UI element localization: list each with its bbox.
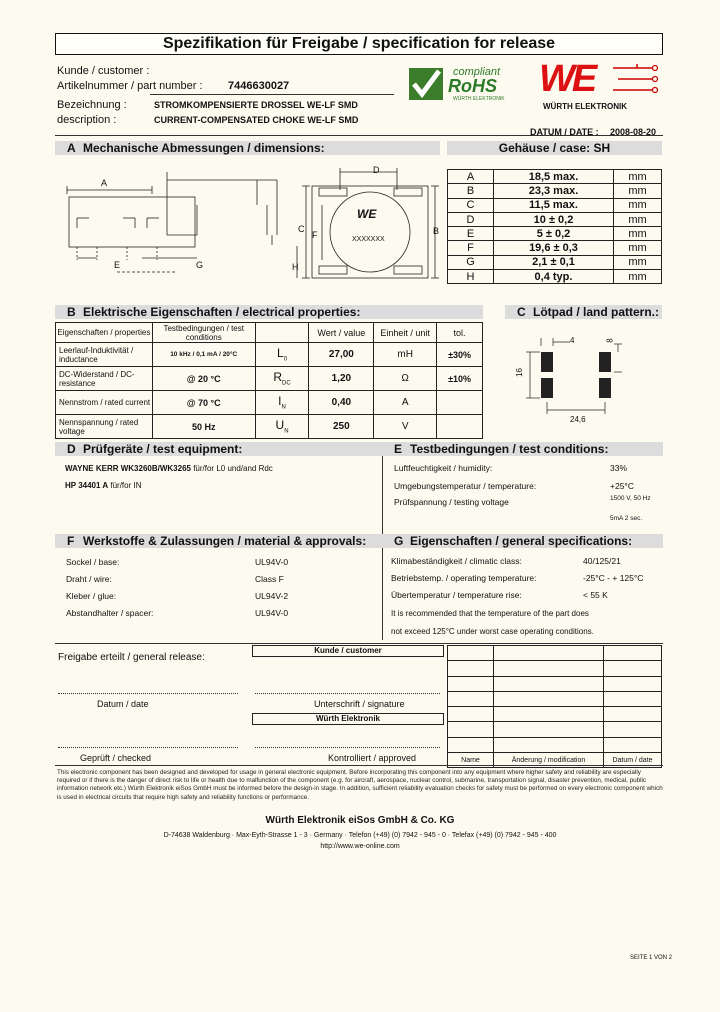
ep-symbol-main: L <box>277 346 284 361</box>
dimension-value: 10 ± 0,2 <box>494 212 614 226</box>
test-condition-label: Luftfeuchtigkeit / humidity: <box>394 463 493 473</box>
ep-value: 1,20 <box>309 367 374 391</box>
part-number-value: 7446630027 <box>228 80 290 92</box>
land-dim-8: 8 <box>605 338 615 343</box>
dim-label-h: H <box>292 262 299 272</box>
test-condition-value: +25°C <box>610 481 634 491</box>
test-condition-value: 33% <box>610 463 628 473</box>
ep-condition: 50 Hz <box>152 415 255 439</box>
modification-cell <box>494 676 604 691</box>
release-top-line <box>55 643 663 644</box>
rohs-logo <box>409 66 529 104</box>
dimension-value: 11,5 max. <box>494 198 614 212</box>
ep-property: Nennspannung / rated voltage <box>56 415 153 439</box>
drawing-we-mark: WE <box>357 207 377 221</box>
dimension-key: B <box>448 184 494 198</box>
modification-cell <box>494 661 604 676</box>
dimension-row <box>448 198 662 212</box>
modification-cell <box>448 646 494 661</box>
dim-label-g: G <box>196 260 204 270</box>
ep-property: DC-Widerstand / DC-resistance <box>56 367 153 391</box>
we-logo <box>533 58 663 112</box>
rohs-check-icon <box>409 68 443 100</box>
rohs-compliant-text: compliant <box>453 66 501 78</box>
electrical-row <box>56 343 483 367</box>
modification-cell <box>604 646 662 661</box>
modification-cell <box>604 737 662 752</box>
dim-label-c: C <box>298 224 305 234</box>
dimension-unit: mm <box>614 198 662 212</box>
ep-head-unit: Einheit / unit <box>374 323 437 343</box>
case-header: Gehäuse / case: SH <box>447 141 662 155</box>
section-f-header <box>55 534 382 548</box>
ep-unit: A <box>374 391 437 415</box>
dimension-value: 5 ± 0,2 <box>494 227 614 241</box>
general-spec-label: Betriebstemp. / operating temperature: <box>391 573 537 583</box>
section-c-title: Lötpad / land pattern.: <box>533 305 659 319</box>
ep-property: Leerlauf-Induktivität / inductance <box>56 343 153 367</box>
general-note-2: not exceed 125°C under worst case operating conditions. <box>391 627 594 636</box>
material-label: Sockel / base: <box>66 557 120 567</box>
ep-symbol-sub: DC <box>282 380 291 387</box>
modification-col-date: Datum / date <box>604 753 662 768</box>
general-spec-label: Klimabeständigkeit / climatic class: <box>391 556 522 566</box>
modification-row <box>448 646 662 661</box>
electrical-row <box>56 415 483 439</box>
modification-row <box>448 691 662 706</box>
modification-col-change: Änderung / modification <box>494 753 604 768</box>
modification-cell <box>448 707 494 722</box>
ep-condition: 10 kHz / 0,1 mA / 20°C <box>152 343 255 367</box>
modification-cell <box>494 722 604 737</box>
release-date-line <box>58 693 238 694</box>
ep-symbol <box>255 415 309 439</box>
dimension-key: F <box>448 241 494 255</box>
part-number-underline <box>150 94 394 95</box>
electrical-row <box>56 367 483 391</box>
modification-cell <box>448 676 494 691</box>
date-label: DATUM / DATE : <box>530 127 599 137</box>
ep-symbol <box>255 391 309 415</box>
release-date-label: Datum / date <box>97 699 149 709</box>
test-conditions-extra: 5mA 2 sec. <box>610 515 643 522</box>
ep-head-tol: tol. <box>437 323 483 343</box>
modification-cell <box>494 646 604 661</box>
modification-cell <box>604 661 662 676</box>
modification-cell <box>494 707 604 722</box>
material-value: UL94V-2 <box>255 591 289 601</box>
ep-symbol-sub: N <box>281 404 286 411</box>
dimension-table <box>447 169 662 284</box>
ep-unit: Ω <box>374 367 437 391</box>
general-spec-value: 40/125/21 <box>583 556 621 566</box>
dimension-row <box>448 227 662 241</box>
ep-symbol-main: R <box>273 370 283 385</box>
electrical-row <box>56 391 483 415</box>
section-f-letter: F <box>67 534 75 548</box>
modification-row <box>448 707 662 722</box>
section-e-letter: E <box>394 442 403 456</box>
material-label: Draht / wire: <box>66 574 112 584</box>
modification-table <box>447 645 662 768</box>
ep-symbol-main: U <box>275 418 285 433</box>
ep-head-conditions: Testbedingungen / test conditions <box>152 323 255 343</box>
section-b-header <box>55 305 483 319</box>
dim-label-b: B <box>433 226 440 236</box>
section-g-letter: G <box>394 534 404 548</box>
section-c-header <box>505 305 662 319</box>
rohs-sub-text: WÜRTH ELEKTRONIK <box>453 96 505 102</box>
modification-cell <box>604 722 662 737</box>
equipment-line-1 <box>65 464 273 473</box>
section-f-title: Werkstoffe & Zulassungen / material & approvals: <box>83 534 367 548</box>
material-label: Abstandhalter / spacer: <box>66 608 154 618</box>
section-a-header <box>55 141 440 155</box>
ep-condition: @ 20 °C <box>152 367 255 391</box>
ep-value: 0,40 <box>309 391 374 415</box>
checked-label: Geprüft / checked <box>80 753 152 763</box>
section-a-letter: A <box>67 141 76 155</box>
footer-top-line <box>55 765 663 766</box>
ep-symbol-sub: 0 <box>283 356 288 363</box>
checked-line <box>58 747 238 748</box>
general-spec-value: < 55 K <box>583 590 608 600</box>
section-d-header <box>55 442 382 456</box>
equipment-1-name: WAYNE KERR WK3260B/WK3265 <box>65 464 191 473</box>
equipment-2-use: für/for IN <box>110 481 142 490</box>
section-fg-divider <box>382 548 383 640</box>
modification-row <box>448 676 662 691</box>
ep-tol <box>437 391 483 415</box>
section-a-title: Mechanische Abmessungen / dimensions: <box>83 141 325 155</box>
modification-cell <box>604 691 662 706</box>
test-condition-label: Prüfspannung / testing voltage <box>394 497 509 507</box>
company-name: Würth Elektronik eiSos GmbH & Co. KG <box>265 815 455 826</box>
customer-box-header: Kunde / customer <box>252 645 444 657</box>
dimension-unit: mm <box>614 227 662 241</box>
material-value: Class F <box>255 574 284 584</box>
equipment-2-name: HP 34401 A <box>65 481 109 490</box>
ep-tol: ±30% <box>437 343 483 367</box>
description-label: description : <box>57 114 117 126</box>
drawing-marking-text: XXXXXXX <box>352 236 385 243</box>
ep-condition: @ 70 °C <box>152 391 255 415</box>
modification-cell <box>448 737 494 752</box>
ep-unit: V <box>374 415 437 439</box>
dimension-unit: mm <box>614 241 662 255</box>
ep-head-value: Wert / value <box>309 323 374 343</box>
page-title: Spezifikation für Freigabe / specification for release <box>55 33 663 55</box>
general-release-label: Freigabe erteilt / general release: <box>58 652 205 663</box>
modification-cell <box>448 661 494 676</box>
ep-head-symbol <box>255 323 309 343</box>
ep-symbol <box>255 367 309 391</box>
modification-cell <box>494 737 604 752</box>
designation-label: Bezeichnung : <box>57 99 127 111</box>
dimension-unit: mm <box>614 255 662 269</box>
ep-symbol-sub: N <box>284 428 289 435</box>
description-value: CURRENT-COMPENSATED CHOKE WE-LF SMD <box>154 115 359 125</box>
modification-cell <box>604 676 662 691</box>
modification-col-name: Name <box>448 753 494 768</box>
ep-value: 27,00 <box>309 343 374 367</box>
test-condition-value: 1500 V, 50 Hz <box>610 495 651 502</box>
dimension-row <box>448 270 662 284</box>
modification-cell <box>494 691 604 706</box>
approved-line <box>255 747 440 748</box>
material-label: Kleber / glue: <box>66 591 117 601</box>
dimension-key: A <box>448 170 494 184</box>
we-mark: WE <box>539 58 595 100</box>
date-value: 2008-08-20 <box>610 127 657 137</box>
signature-line <box>255 693 440 694</box>
dim-label-f: F <box>312 230 318 240</box>
signature-label: Unterschrift / signature <box>314 699 405 709</box>
land-dim-4: 4 <box>570 336 575 345</box>
section-g-title: Eigenschaften / general specifications: <box>410 534 633 548</box>
section-d-letter: D <box>67 442 76 456</box>
approved-label: Kontrolliert / approved <box>328 753 417 763</box>
section-de-divider <box>382 456 383 544</box>
general-spec-value: -25°C - + 125°C <box>583 573 644 583</box>
dimension-unit: mm <box>614 184 662 198</box>
we-box-header: Würth Elektronik <box>252 713 444 725</box>
mechanical-drawing <box>57 160 447 295</box>
dimension-key: D <box>448 212 494 226</box>
test-condition-label: Umgebungstemperatur / temperature: <box>394 481 537 491</box>
modification-cell <box>448 691 494 706</box>
modification-cell <box>448 722 494 737</box>
company-address[interactable]: D-74638 Waldenburg · Max-Eyth-Strasse 1 - 3 · Germany · Telefon (+49) (0) 7942 - 945 - 0 · Telefax (+49) (0) 7942 - 945 - 400 <box>163 832 557 839</box>
section-b-title: Elektrische Eigenschaften / electrical properties: <box>83 305 361 319</box>
dimension-value: 2,1 ± 0,1 <box>494 255 614 269</box>
general-note-1: It is recommended that the temperature of the part does <box>391 609 589 618</box>
section-c-letter: C <box>517 305 526 319</box>
dimension-row <box>448 212 662 226</box>
dimension-value: 0,4 typ. <box>494 270 614 284</box>
part-number-label: Artikelnummer / part number : <box>57 80 203 92</box>
section-g-header <box>382 534 663 548</box>
company-url[interactable]: http://www.we-online.com <box>320 843 400 850</box>
dimension-value: 23,3 max. <box>494 184 614 198</box>
rohs-text: RoHS <box>448 76 497 96</box>
dimension-row <box>448 170 662 184</box>
dimension-row <box>448 184 662 198</box>
dimension-value: 19,6 ± 0,3 <box>494 241 614 255</box>
ep-value: 250 <box>309 415 374 439</box>
modification-row <box>448 661 662 676</box>
dimension-key: E <box>448 227 494 241</box>
ep-tol <box>437 415 483 439</box>
ep-property: Nennstrom / rated current <box>56 391 153 415</box>
dimension-row <box>448 255 662 269</box>
dimension-row <box>448 241 662 255</box>
dimension-unit: mm <box>614 170 662 184</box>
dimension-key: H <box>448 270 494 284</box>
dimension-key: C <box>448 198 494 212</box>
ep-unit: mH <box>374 343 437 367</box>
we-name: WÜRTH ELEKTRONIK <box>543 102 627 111</box>
ep-symbol <box>255 343 309 367</box>
dim-label-d: D <box>373 165 380 175</box>
dimension-value: 18,5 max. <box>494 170 614 184</box>
material-value: UL94V-0 <box>255 557 289 567</box>
customer-label: Kunde / customer : <box>57 65 150 77</box>
designation-value: STROMKOMPENSIERTE DROSSEL WE-LF SMD <box>154 100 358 110</box>
section-e-header <box>382 442 663 456</box>
section-d-title: Prüfgeräte / test equipment: <box>83 442 243 456</box>
land-dim-16: 16 <box>514 368 524 377</box>
ep-symbol-main: I <box>278 394 282 409</box>
dimension-key: G <box>448 255 494 269</box>
general-spec-label: Übertemperatur / temperature rise: <box>391 590 522 600</box>
dim-label-a: A <box>101 178 108 188</box>
equipment-line-2 <box>65 481 142 490</box>
material-value: UL94V-0 <box>255 608 289 618</box>
modification-cell <box>604 707 662 722</box>
section-e-title: Testbedingungen / test conditions: <box>410 442 609 456</box>
land-dim-246: 24,6 <box>570 415 586 424</box>
dimension-unit: mm <box>614 270 662 284</box>
electrical-table <box>55 322 483 439</box>
disclaimer-text: This electronic component has been designed and developed for usage in general electronic equipment. Before incorporating this component into any equipment where higher safety and reliability are especially required or if there is the danger of direct risk to life or health due to malfunction of the component (e.g. for aircraft, aerospace, nuclear control, submarine, transportation signal, disaster prevention, medical, public information network etc.) Würth Elektronik eiSos GmbH must be informed before the design-in stage. In addition, sufficient reliability evaluation checks for safety must be performed on every electronic component which is used in electrical circuits that require high safety and reliability functions or performance. <box>57 769 663 801</box>
dim-label-e: E <box>114 260 121 270</box>
page-number: SEITE 1 VON 2 <box>630 955 673 961</box>
ep-head-properties: Eigenschaften / properties <box>56 323 153 343</box>
ep-tol: ±10% <box>437 367 483 391</box>
equipment-1-use: für/for L0 und/and Rdc <box>193 464 273 473</box>
modification-row <box>448 737 662 752</box>
modification-row <box>448 722 662 737</box>
dimension-unit: mm <box>614 212 662 226</box>
section-b-letter: B <box>67 305 76 319</box>
